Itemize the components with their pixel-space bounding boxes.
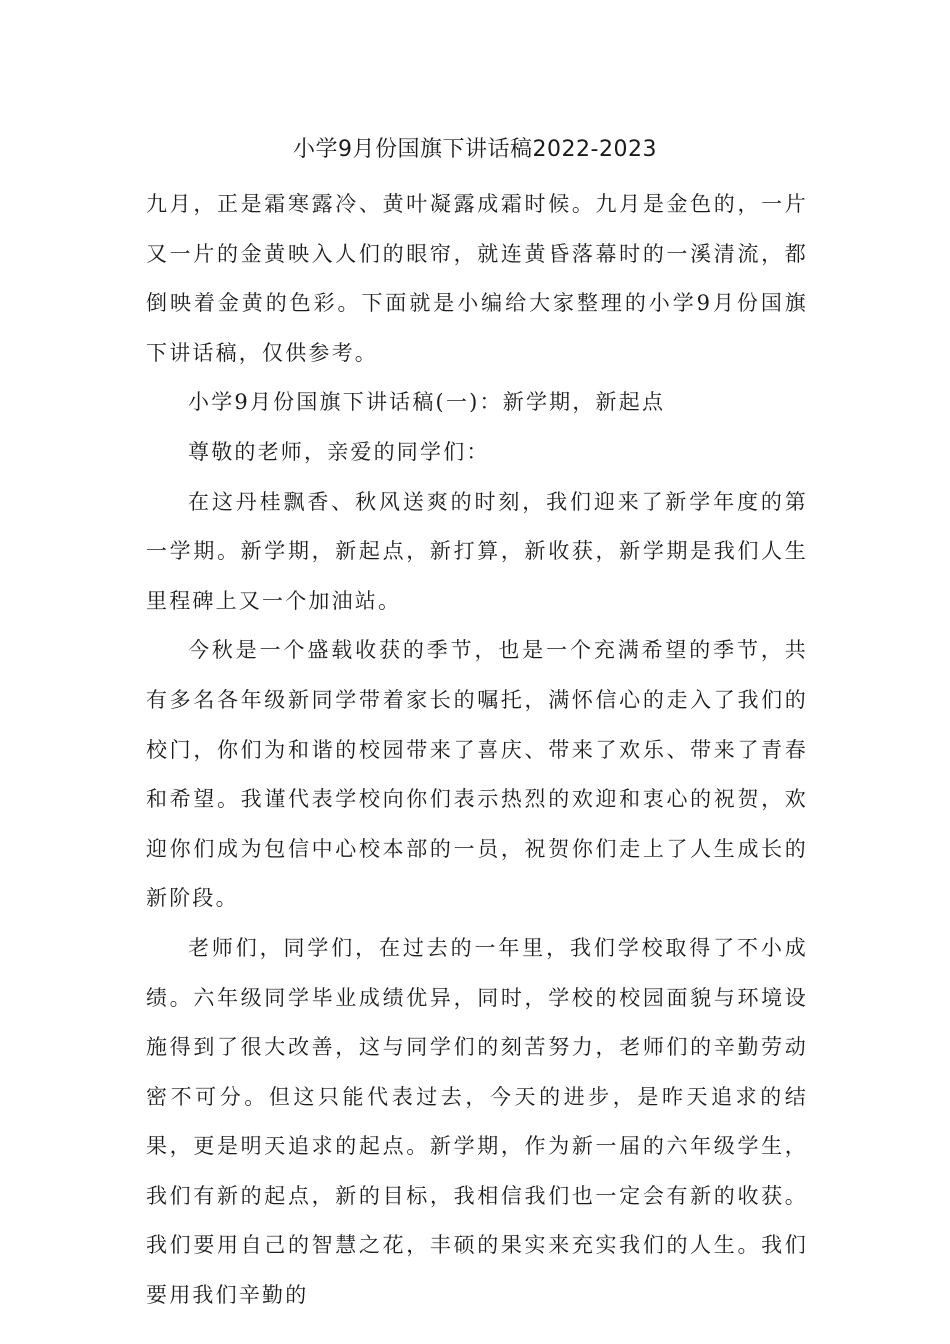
section-subheading: 小学9月份国旗下讲话稿(一)：新学期，新起点	[188, 390, 666, 415]
document-title: 小学9月份国旗下讲话稿2022-2023	[293, 137, 657, 162]
document-body	[146, 180, 808, 1321]
greeting-line: 尊敬的老师，亲爱的同学们：	[188, 439, 490, 464]
body-paragraph: 今秋是一个盛载收获的季节，也是一个充满希望的季节，共有多名各年级新同学带着家长的嘱托，满怀信心的走入了我们的校门，你们为和谐的校园带来了喜庆、带来了欢乐、带来了青春和希望。我谨代表学校向你们表示热烈的欢迎和衷心的祝贺，欢迎你们成为包信中心校本部的一员，祝贺你们走上了人生成长的新阶段。	[146, 638, 808, 911]
intro-paragraph: 九月，正是霜寒露冷、黄叶凝露成霜时候。九月是金色的，一片又一片的金黄映入人们的眼帘，就连黄昏落幕时的一溪清流，都倒映着金黄的色彩。下面就是小编给大家整理的小学9月份国旗下讲话稿，仅供参考。	[146, 192, 808, 365]
body-paragraph: 老师们，同学们，在过去的一年里，我们学校取得了不小成绩。六年级同学毕业成绩优异，同时，学校的校园面貌与环境设施得到了很大改善，这与同学们的刻苦努力，老师们的辛勤劳动密不可分。但这只能代表过去，今天的进步，是昨天追求的结果，更是明天追求的起点。新学期，作为新一届的六年级学生，我们有新的起点，新的目标，我相信我们也一定会有新的收获。我们要用自己的智慧之花，丰硕的果实来充实我们的人生。我们要用我们辛勤的	[146, 935, 808, 1308]
body-paragraph: 在这丹桂飘香、秋风送爽的时刻，我们迎来了新学年度的第一学期。新学期，新起点，新打算，新收获，新学期是我们人生里程碑上又一个加油站。	[146, 489, 808, 613]
